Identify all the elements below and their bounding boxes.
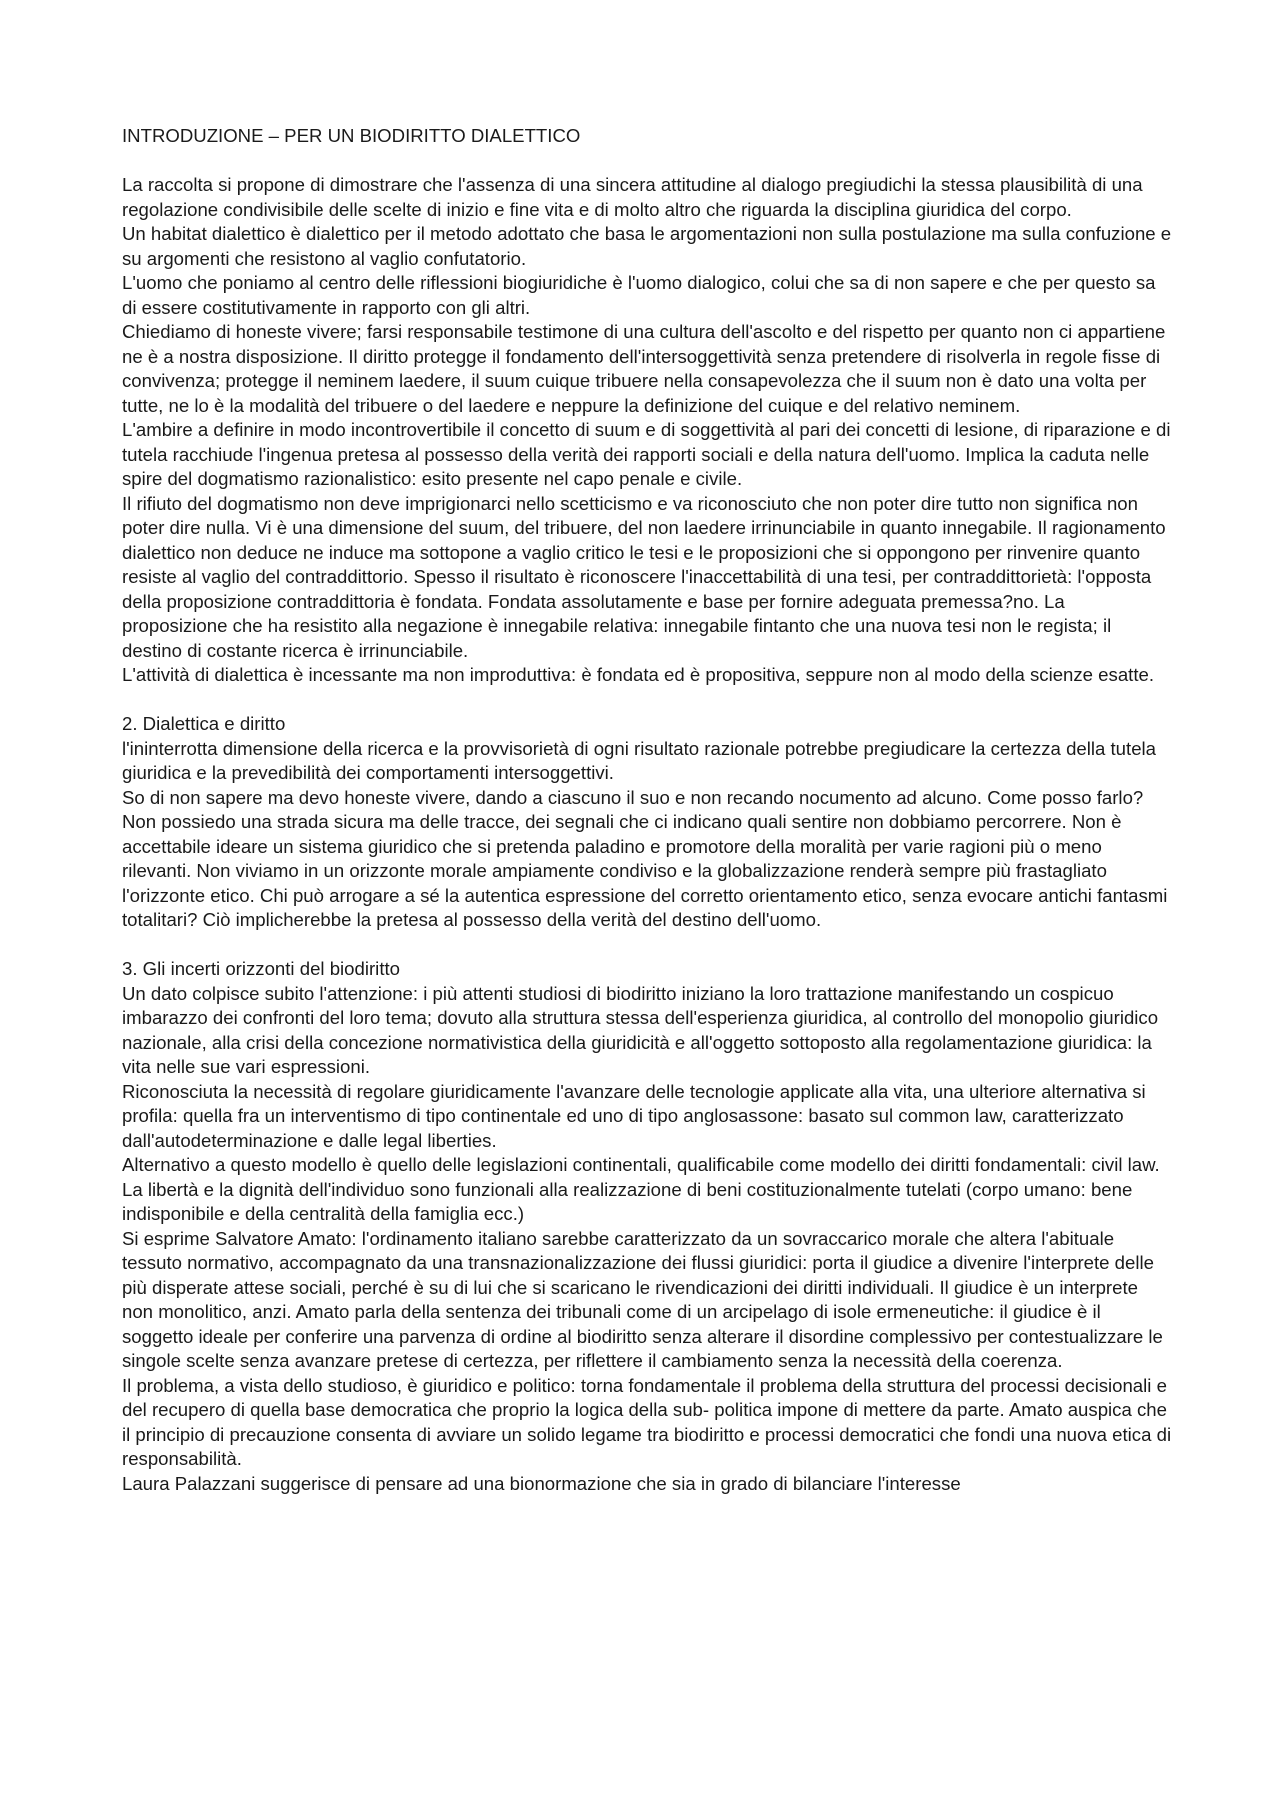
document-title: INTRODUZIONE – PER UN BIODIRITTO DIALETTICO [122,125,581,146]
section-paragraph: Si esprime Salvatore Amato: l'ordinamento italiano sarebbe caratterizzato da un sovraccarico morale che altera l'abituale tessuto normativo, accompagnato da una transnazionalizzazione dei flussi giuridici: porta il giudice a divenire l'interprete delle più disperate attese sociali, perché è su di lui che si scaricano le rivendicazioni dei diritti individuali. Il giudice è un interprete non monolitico, anzi. Amato parla della sentenza dei tribunali come di un arcipelago di isole ermeneutiche: il giudice è il soggetto ideale per conferire una parvenza di ordine al biodiritto senza alterare il disordine complessivo per contestualizzare le singole scelte senza avanzare pretese di certezza, per riflettere il cambiamento senza la necessità della coerenza. [122,1227,1163,1371]
section-incerti-orizzonti [122,957,1172,1496]
intro-paragraph-2: Un habitat dialettico è dialettico per il metodo adottato che basa le argomentazioni non sulla postulazione ma sulla confuzione e su argomenti che resistono al vaglio confutatorio. [122,223,1172,269]
section-paragraph: Un dato colpisce subito l'attenzione: i più attenti studiosi di biodiritto iniziano la loro trattazione manifestando un cospicuo imbarazzo dei confronti del loro tema; dovuto alla struttura stessa dell'esperienza giuridica, al controllo del monopolio giuridico nazionale, alla crisi della concezione normativistica della giuridicità e all'oggetto sottoposto alla regolamentazione giuridica: la vita nelle sue vari espressioni. [122,982,1159,1077]
section-heading: 2. Dialettica e diritto [122,713,286,734]
intro-paragraph-5: L'ambire a definire in modo incontrovertibile il concetto di suum e di soggettività al pari dei concetti di lesione, di riparazione e di tutela racchiude l'ingenua pretesa al possesso della verità dei rapporti sociali e della natura dell'uomo. Implica la caduta nelle spire del dogmatismo razionalistico: esito presente nel capo penale e civile. [122,419,1171,489]
section-dialettica-e-diritto [122,712,1172,933]
intro-paragraph-6: Il rifiuto del dogmatismo non deve imprigionarci nello scetticismo e va riconosciuto che non poter dire tutto non significa non poter dire nulla. Vi è una dimensione del suum, del tribuere, del non laedere irrinunciabile in quanto innegabile. Il ragionamento dialettico non deduce ne induce ma sottopone a vaglio critico le tesi e le proposizioni che si oppongono per rinvenire quanto resiste al vaglio del contraddittorio. Spesso il risultato è riconoscere l'inaccettabilità di una tesi, per contraddittorietà: l'opposta della proposizione contraddittoria è fondata. Fondata assolutamente e base per fornire adeguata premessa?no. La proposizione che ha resistito alla negazione è innegabile relativa: innegabile fintanto che una nuova tesi non le regista; il destino di costante ricerca è irrinunciabile. [122,492,1166,661]
intro-paragraph-7: L'attività di dialettica è incessante ma non improduttiva: è fondata ed è propositiva, seppure non al modo della scienze esatte. [122,664,1154,685]
section-paragraph: Laura Palazzani suggerisce di pensare ad una bionormazione che sia in grado di bilanciare l'interesse [122,1472,961,1494]
intro-paragraph-4: Chiediamo di honeste vivere; farsi responsabile testimone di una cultura dell'ascolto e del rispetto per quanto non ci appartiene ne è a nostra disposizione. Il diritto protegge il fondamento dell'intersoggettività senza pretendere di risolverla in regole fisse di convivenza; protegge il neminem laedere, il suum cuique tribuere nella consapevolezza che il suum non è dato una volta per tutte, ne lo è la modalità del tribuere o del laedere e neppure la definizione del cuique e del relativo neminem. [122,321,1166,416]
section-paragraph: So di non sapere ma devo honeste vivere, dando a ciascuno il suo e non recando nocumento ad alcuno. Come posso farlo? Non possiedo una strada sicura ma delle tracce, dei segnali che ci indicano quali sentire non dobbiamo percorrere. Non è accettabile ideare un sistema giuridico che si pretenda paladino e promotore della moralità per varie ragioni più o meno rilevanti. Non viviamo in un orizzonte morale ampiamente condiviso e la globalizzazione renderà sempre più frastagliato l'orizzonte etico. Chi può arrogare a sé la autentica espressione del corretto orientamento etico, senza evocare antichi fantasmi totalitari? Ciò implicherebbe la pretesa al possesso della verità del destino dell'uomo. [122,786,1168,930]
section-paragraph: Riconosciuta la necessità di regolare giuridicamente l'avanzare delle tecnologie applicate alla vita, una ulteriore alternativa si profila: quella fra un interventismo di tipo continentale ed uno di tipo anglosassone: basato sul common law, caratterizzato dall'autodeterminazione e dalle legal liberties. [122,1080,1146,1151]
document-page [122,124,1172,1521]
intro-paragraph-1: La raccolta si propone di dimostrare che l'assenza di una sincera attitudine al dialogo pregiudichi la stessa plausibilità di una regolazione condivisibile delle scelte di inizio e fine vita e di molto altro che riguarda la disciplina giuridica del corpo. [122,174,1143,220]
intro-section [122,173,1172,688]
intro-paragraph-3: L'uomo che poniamo al centro delle riflessioni biogiuridiche è l'uomo dialogico, colui che sa di non sapere e che per questo sa di essere costitutivamente in rapporto con gli altri. [122,272,1156,318]
section-heading: 3. Gli incerti orizzonti del biodiritto [122,958,400,979]
section-paragraph: Alternativo a questo modello è quello delle legislazioni continentali, qualificabile come modello dei diritti fondamentali: civil law. La libertà e la dignità dell'individuo sono funzionali alla realizzazione di beni costituzionalmente tutelati (corpo umano: bene indisponibile e della centralità della famiglia ecc.) [122,1154,1160,1224]
section-paragraph: Il problema, a vista dello studioso, è giuridico e politico: torna fondamentale il problema della struttura del processi decisionali e del recupero di quella base democratica che proprio la logica della sub- politica impone di mettere da parte. Amato auspica che il principio di precauzione consenta di avviare un solido legame tra biodiritto e processi democratici che fondi una nuova etica di responsabilità. [122,1374,1172,1469]
section-paragraph: l'ininterrotta dimensione della ricerca e la provvisorietà di ogni risultato razionale potrebbe pregiudicare la certezza della tutela giuridica e la prevedibilità dei comportamenti intersoggettivi. [122,737,1157,783]
